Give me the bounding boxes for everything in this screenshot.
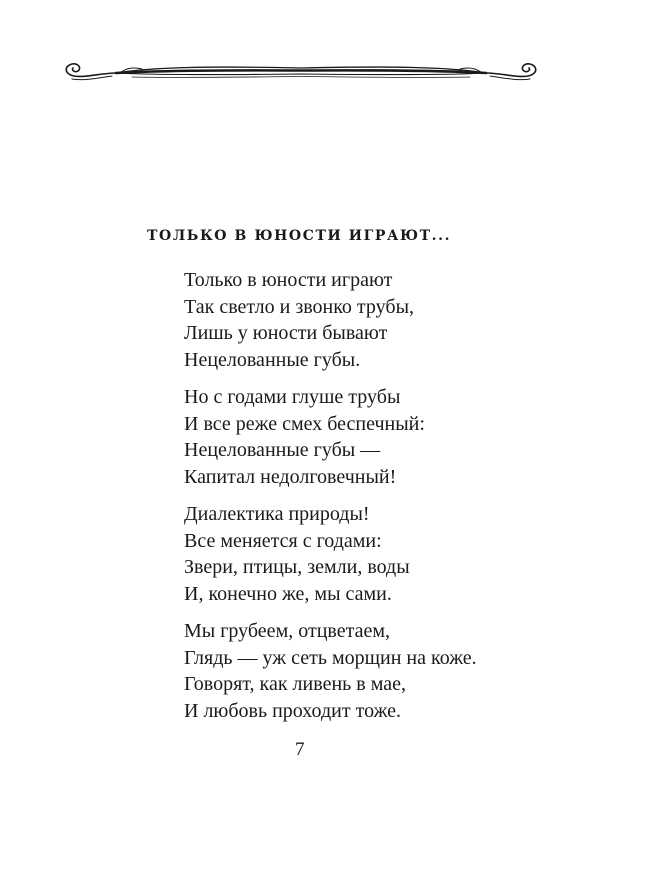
stanza-1 (184, 267, 477, 373)
stanza-2 (184, 384, 477, 490)
poem-line: Нецелованные губы. (184, 348, 361, 371)
poem-line: Так светло и звонко трубы, (184, 295, 414, 318)
poem-line: Все меняется с годами: (184, 529, 382, 552)
poem-line: Но с годами глуше трубы (184, 386, 401, 408)
poem-line: И, конечно же, мы сами. (184, 582, 392, 605)
stanza-4 (184, 618, 477, 724)
poem-line: Только в юности играют (184, 269, 393, 291)
poem-line: Нецелованные губы — (184, 439, 381, 461)
poem-line: Мы грубеем, отцветаем, (184, 620, 390, 642)
poem-line: Глядь — уж сеть морщин на коже. (184, 646, 477, 669)
stanza-3 (184, 501, 477, 607)
poem-line: Лишь у юности бывают (184, 322, 388, 344)
poem-line: Диалектика природы! (184, 503, 370, 525)
page-number: 7 (295, 739, 305, 760)
poem-line: Звери, птицы, земли, воды (184, 556, 410, 578)
poem-line: И любовь проходит тоже. (184, 699, 402, 722)
poem-line: И все реже смех беспечный: (184, 412, 425, 435)
poem-title: ТОЛЬКО В ЮНОСТИ ИГРАЮТ... (147, 228, 452, 244)
poem-line: Капитал недолговечный! (184, 465, 397, 488)
decorative-divider-ornament (62, 56, 540, 90)
poem-body (184, 267, 477, 735)
poem-line: Говорят, как ливень в мае, (184, 673, 406, 695)
